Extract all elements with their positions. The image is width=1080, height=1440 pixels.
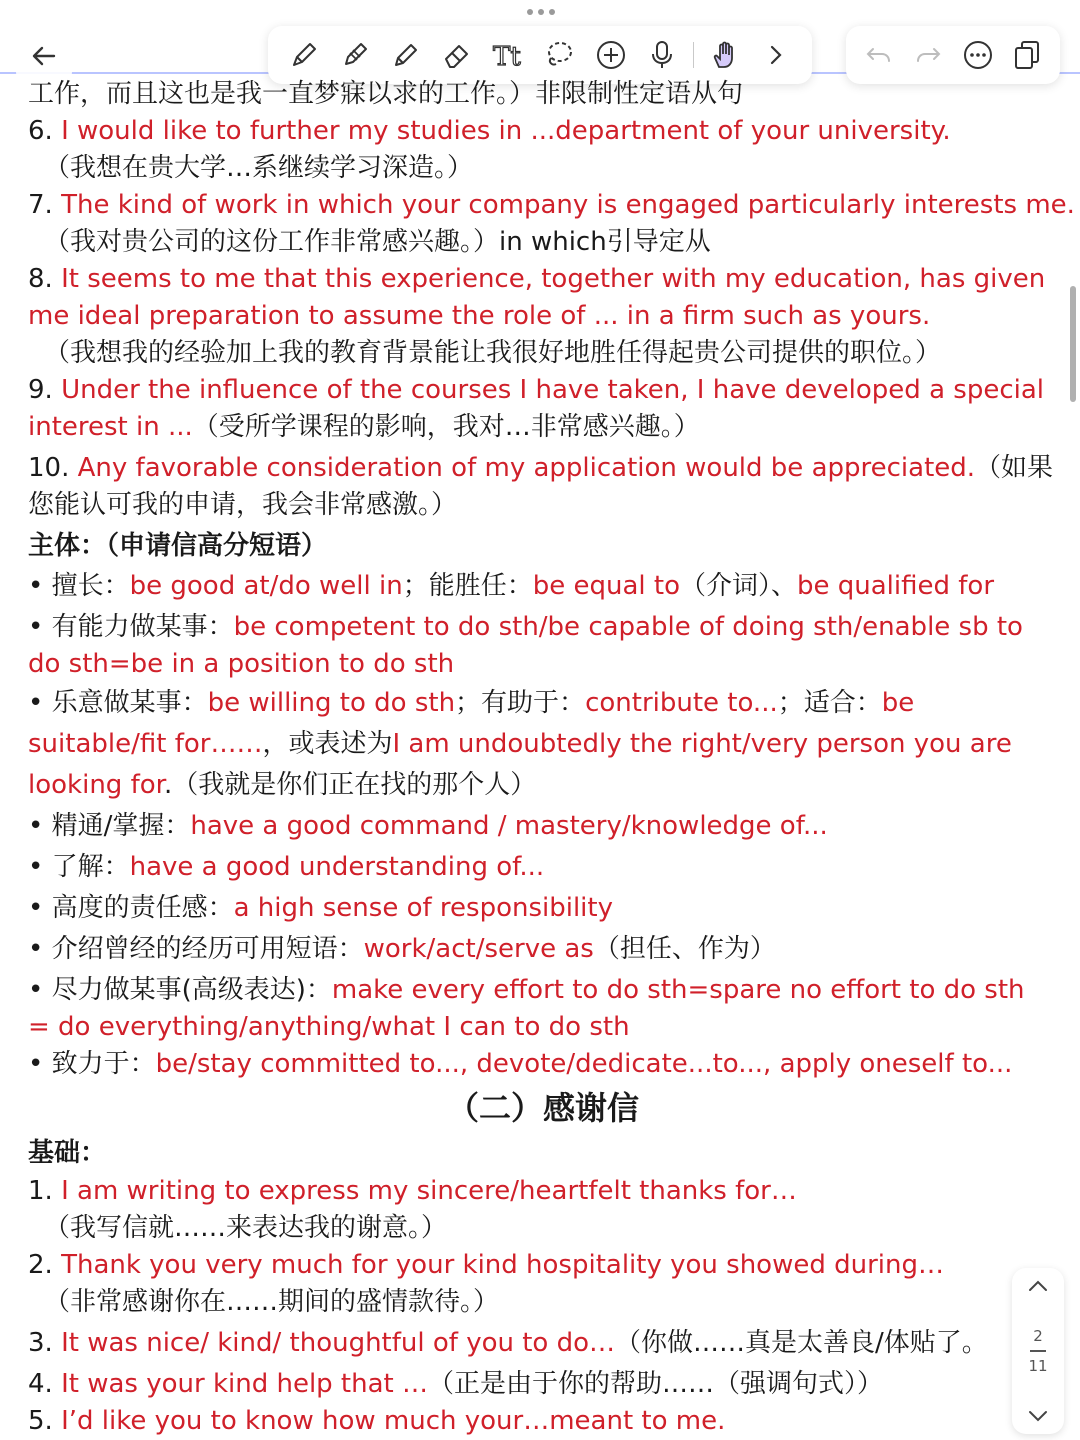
item-number: 4.	[28, 1369, 62, 1399]
english-phrase: I am undoubtedly the right/very person you are	[392, 729, 1012, 759]
list-item-continued	[28, 409, 1058, 446]
english-phrase: do sth=be in a position to do sth	[28, 649, 455, 679]
bullet-label: • 尽力做某事(高级表达)：	[28, 975, 332, 1005]
english-phrase: interest in ...	[28, 412, 193, 442]
english-phrase: be/stay committed to...,	[155, 1049, 469, 1079]
item-number: 10.	[28, 453, 78, 483]
bullet-label: • 介绍曾经的经历可用短语：	[28, 934, 364, 964]
pages-icon	[1012, 39, 1042, 71]
list-item	[28, 372, 1058, 409]
microphone-icon	[646, 39, 678, 71]
english-phrase: I’d like you to know how much your…meant to me.	[61, 1406, 726, 1436]
english-phrase: Any favorable consideration of my application would be appreciated.	[77, 453, 976, 483]
english-phrase: suitable/fit for……	[28, 729, 263, 759]
item-number: 5.	[28, 1406, 62, 1436]
list-item	[28, 187, 1075, 224]
item-number: 7.	[28, 190, 62, 220]
english-phrase: have a good command / mastery/knowledge of...	[190, 811, 828, 841]
page-counter	[1028, 1326, 1047, 1376]
add-element-button[interactable]	[591, 35, 631, 75]
english-phrase: contribute to...	[585, 688, 778, 718]
section-title: （二）感谢信	[446, 1089, 639, 1127]
section-heading: 基础：	[28, 1138, 107, 1168]
pen-tool-button[interactable]	[284, 35, 324, 75]
total-pages: 11	[1028, 1357, 1048, 1375]
text-line: 工作，而且这也是我一直梦寐以求的工作。）非限制性定语从句	[28, 79, 744, 109]
expand-toolbar-button[interactable]	[756, 35, 796, 75]
bullet-label: • 高度的责任感：	[28, 893, 234, 923]
more-options-button[interactable]	[958, 35, 998, 75]
chinese-translation: （如果	[975, 453, 1054, 483]
bullet-continued	[28, 767, 1058, 804]
english-phrase: me ideal preparation to assume the role of ... in a firm such as yours.	[28, 301, 931, 331]
chevron-up-icon[interactable]	[1027, 1278, 1049, 1294]
chinese-translation: （我想我的经验加上我的教育背景能让我很好地胜任得起贵公司提供的职位。）	[44, 338, 942, 368]
item-number: 6.	[28, 116, 62, 146]
chinese-translation: .（我就是你们正在找的那个人）	[163, 770, 537, 800]
bullet-label: • 致力于：	[28, 1049, 156, 1079]
page-overview-button[interactable]	[1007, 35, 1047, 75]
english-phrase: It was your kind help that …	[61, 1369, 428, 1399]
english-phrase: I am writing to express my sincere/heartfelt thanks for…	[61, 1176, 797, 1206]
chinese-translation: （受所学课程的影响，我对…非常感兴趣。）	[192, 412, 700, 442]
bullet-item	[28, 685, 1058, 722]
bullet-label: ，或表述为	[262, 729, 393, 759]
pencil-icon	[390, 39, 422, 71]
drag-handle[interactable]	[524, 4, 558, 20]
bullet-item	[28, 609, 1058, 646]
page-navigator	[1012, 1268, 1064, 1434]
english-phrase: be willing to do sth	[207, 688, 456, 718]
english-phrase: make every effort to do sth=spare no effort to do sth	[331, 975, 1025, 1005]
chinese-translation: （我写信就……来表达我的谢意。）	[44, 1213, 448, 1243]
english-phrase: It was nice/ kind/ thoughtful of you to do…	[61, 1328, 616, 1358]
list-item	[28, 450, 1058, 487]
bullet-item	[28, 568, 1058, 605]
english-phrase: be qualified for	[797, 571, 995, 601]
english-phrase: looking for	[28, 770, 164, 800]
list-item	[28, 1325, 1058, 1362]
chevron-down-icon[interactable]	[1027, 1408, 1049, 1424]
bullet-item	[28, 972, 1058, 1009]
list-item	[28, 1247, 1058, 1284]
svg-text:Tt: Tt	[493, 42, 522, 71]
bullet-item	[28, 931, 1058, 968]
english-phrase: a high sense of responsibility	[233, 893, 613, 923]
bullet-item	[28, 849, 1058, 886]
english-phrase: It seems to me that this experience, together with my education, has given	[61, 264, 1046, 294]
chinese-translation: （我想在贵大学…系继续学习深造。）	[44, 153, 474, 183]
bullet-item	[28, 808, 1058, 845]
item-number: 8.	[28, 264, 62, 294]
redo-button[interactable]	[908, 35, 948, 75]
chevron-right-icon	[766, 43, 786, 67]
back-arrow-icon	[30, 42, 58, 70]
bullet-item	[28, 890, 1058, 927]
english-phrase: work/act/serve as	[363, 934, 594, 964]
bullet-note: （介词）、	[679, 571, 797, 601]
bullet-label: ；能胜任：	[402, 571, 533, 601]
bullet-label: ；适合：	[777, 688, 882, 718]
text-tool-icon	[491, 39, 525, 71]
english-phrase: Thank you very much for your kind hospitality you showed during…	[61, 1250, 944, 1280]
list-item	[28, 1173, 1058, 1210]
page-divider	[1030, 1350, 1046, 1352]
bullet-note: （担任、作为）	[593, 934, 776, 964]
english-phrase: devote/dedicate...to...,	[476, 1049, 772, 1079]
pen-icon	[288, 39, 320, 71]
redo-icon	[914, 43, 942, 67]
eraser-tool-button[interactable]	[437, 35, 477, 75]
list-item	[28, 261, 1058, 298]
english-phrase: have a good understanding of...	[129, 852, 545, 882]
chinese-translation: （正是由于你的帮助……（强调句式））	[428, 1369, 884, 1399]
bullet-continued	[28, 726, 1058, 763]
hand-gesture-icon	[709, 39, 741, 71]
list-item	[28, 1403, 1058, 1440]
bullet-label: • 擅长：	[28, 571, 130, 601]
bullet-label: • 乐意做某事：	[28, 688, 208, 718]
english-phrase: = do everything/anything/what I can to do sth	[28, 1012, 630, 1042]
english-phrase: Under the influence of the courses I have taken, I have developed a special	[61, 375, 1044, 405]
chinese-translation: （你做……真是太善良/体贴了。	[615, 1328, 988, 1358]
scrollbar[interactable]	[1070, 286, 1076, 402]
lasso-icon	[543, 39, 575, 71]
english-phrase: apply oneself to...	[779, 1049, 1013, 1079]
current-page: 2	[1033, 1327, 1043, 1345]
note-page	[28, 76, 1075, 1440]
english-phrase: be	[881, 688, 915, 718]
item-number: 3.	[28, 1328, 62, 1358]
text-tool-button[interactable]	[488, 35, 528, 75]
item-number: 2.	[28, 1250, 62, 1280]
gesture-tool-button[interactable]	[705, 35, 745, 75]
chinese-translation: 您能认可我的申请，我会非常感激。）	[28, 490, 458, 520]
pencil-tool-button[interactable]	[386, 35, 426, 75]
list-item	[28, 113, 1058, 150]
english-phrase: The kind of work in which your company is engaged particularly interests me.	[61, 190, 1075, 220]
item-number: 9.	[28, 375, 62, 405]
toolbar-separator	[693, 42, 694, 68]
record-audio-button[interactable]	[642, 35, 682, 75]
english-phrase: be competent to do sth/be capable of doing sth/enable sb to	[233, 612, 1023, 642]
chinese-translation: （我对贵公司的这份工作非常感兴趣。）in which引导定从	[44, 227, 711, 257]
eraser-icon	[441, 39, 473, 71]
highlighter-icon	[339, 39, 371, 71]
chinese-translation: （非常感谢你在……期间的盛情款待。）	[44, 1287, 500, 1317]
list-item	[28, 1366, 1058, 1403]
more-icon	[962, 39, 994, 71]
english-phrase: I would like to further my studies in ...department of your university.	[61, 116, 951, 146]
english-phrase: be good at/do well in	[129, 571, 403, 601]
lasso-tool-button[interactable]	[539, 35, 579, 75]
undo-button[interactable]	[859, 35, 899, 75]
bullet-label: • 有能力做某事：	[28, 612, 234, 642]
bullet-label: • 了解：	[28, 852, 130, 882]
bullet-label: • 精通/掌握：	[28, 811, 191, 841]
undo-icon	[865, 43, 893, 67]
english-phrase: be equal to	[532, 571, 680, 601]
highlighter-tool-button[interactable]	[335, 35, 375, 75]
bullet-label: ；有助于：	[455, 688, 586, 718]
bullet-item	[28, 1046, 1058, 1083]
add-icon	[595, 39, 627, 71]
item-number: 1.	[28, 1176, 62, 1206]
section-heading: 主体：（申请信高分短语）	[28, 531, 328, 561]
